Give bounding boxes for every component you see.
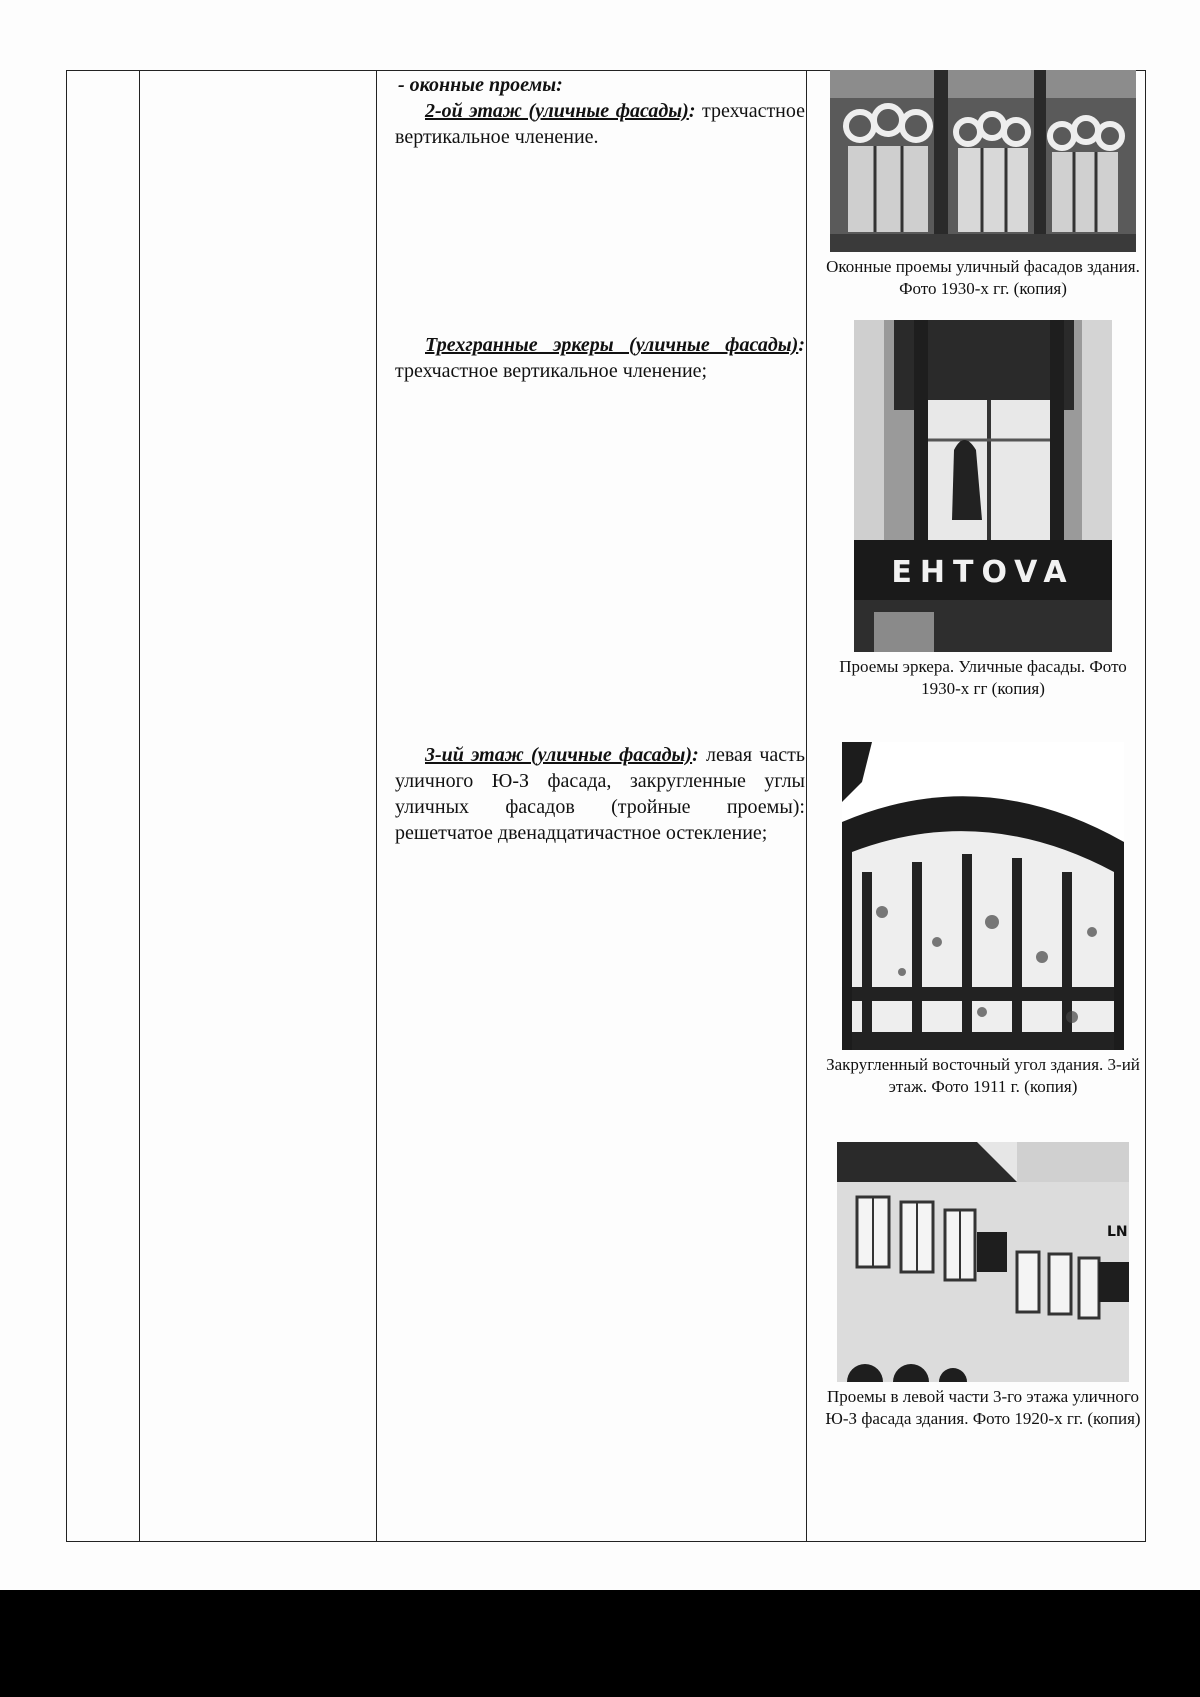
paragraph-text: трехчастное вертикальное членение; <box>395 360 708 382</box>
figure-4 <box>824 1142 1142 1430</box>
column-divider-3 <box>806 70 807 1542</box>
photo-rounded-corner <box>842 742 1124 1050</box>
section-third-floor <box>395 742 805 846</box>
paragraph-third-floor <box>395 742 805 846</box>
paragraph-text: левая часть уличного Ю-З фасада, закругленные углы уличных фасадов (тройные проемы): решетчатое двенадцатичастное остекление; <box>395 744 805 844</box>
scan-bottom-edge <box>0 1590 1200 1697</box>
subheading-colon: : <box>798 334 805 356</box>
photo-bay-window <box>854 320 1112 652</box>
column-divider-2 <box>376 70 377 1542</box>
section-window-openings <box>395 72 805 150</box>
subheading-second-floor: 2-ой этаж (уличные фасады) <box>425 100 689 122</box>
photo-third-floor-facade <box>837 1142 1129 1382</box>
paragraph-second-floor <box>395 98 805 150</box>
photo-facade-windows <box>830 70 1136 252</box>
figure-caption: Оконные проемы уличный фасадов здания. Фото 1930-х гг. (копия) <box>826 257 1140 298</box>
subheading-colon: : <box>688 100 696 122</box>
section-heading: - оконные проемы: <box>398 74 563 96</box>
figure-1 <box>824 70 1142 300</box>
table-border-bottom <box>66 1541 1146 1542</box>
paragraph-text: трехчастное вертикальное членение. <box>395 100 806 148</box>
table-border-left <box>66 70 67 1542</box>
figure-caption: Проемы в левой части 3-го этажа уличного Ю-З фасада здания. Фото 1920-х гг. (копия) <box>825 1387 1141 1428</box>
sign-lettering: EHTOVA <box>891 555 1075 590</box>
section-bay-windows <box>395 332 805 384</box>
photo-mark: LN <box>1107 1224 1128 1240</box>
figure-3 <box>824 742 1142 1098</box>
column-divider-1 <box>139 70 140 1542</box>
paragraph-bay-windows <box>395 332 805 384</box>
subheading-bay-windows: Трехгранные эркеры (уличные фасады) <box>425 334 799 356</box>
figure-caption: Проемы эркера. Уличные фасады. Фото 1930-х гг (копия) <box>839 657 1127 698</box>
subheading-third-floor: 3-ий этаж (уличные фасады) <box>425 744 693 766</box>
figure-caption: Закругленный восточный угол здания. 3-ий этаж. Фото 1911 г. (копия) <box>826 1055 1140 1096</box>
table-border-right <box>1145 70 1146 1542</box>
subheading-colon: : <box>692 744 699 766</box>
figure-2 <box>824 320 1142 700</box>
